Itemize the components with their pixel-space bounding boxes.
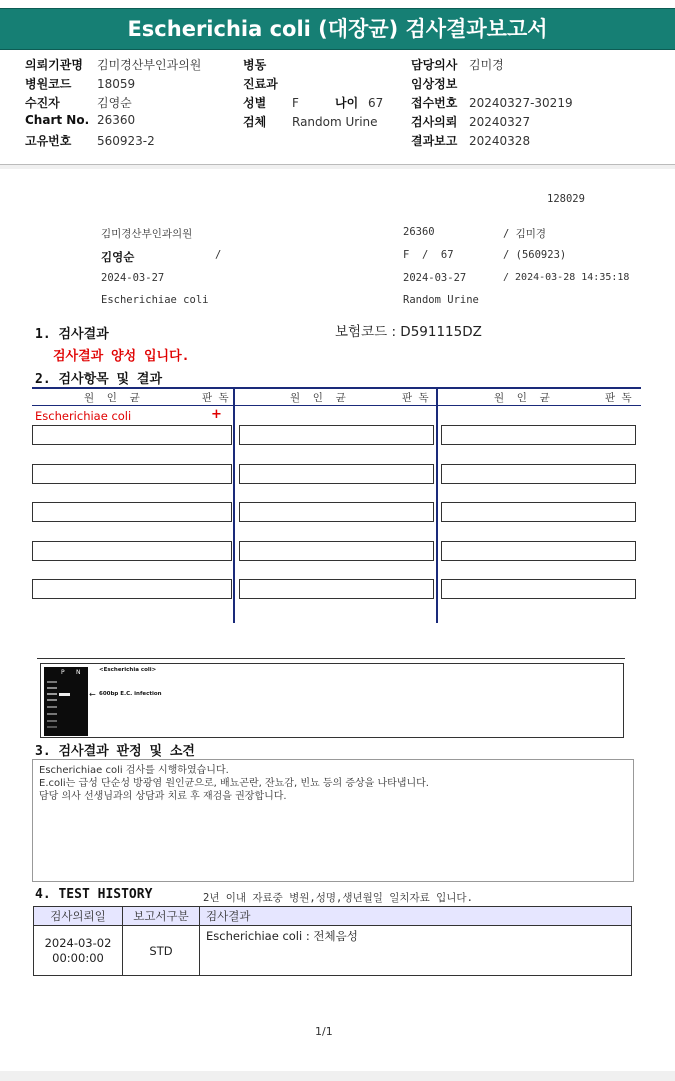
- result-cell: [32, 464, 232, 484]
- report-title: Escherichia coli (대장균) 검사결과보고서: [0, 8, 675, 50]
- ladder-band: [47, 706, 57, 708]
- unique-id-label: 고유번호: [25, 134, 72, 148]
- info-date2: 2024-03-27: [403, 272, 467, 284]
- gel-image-frame: [40, 663, 624, 738]
- history-col-type: 보고서구분: [123, 907, 200, 926]
- ladder-band: [47, 699, 57, 701]
- gel-lane-n: N: [76, 669, 81, 676]
- info-test: Escherichiae coli: [101, 294, 209, 306]
- receipt-no-label: 접수번호: [411, 96, 458, 110]
- findings-box: [32, 759, 634, 882]
- specimen-value: Random Urine: [292, 115, 378, 129]
- result-cell: [239, 541, 434, 561]
- info-doctor: / 김미경: [503, 228, 547, 240]
- result-cell: [441, 425, 636, 445]
- result-cell: [32, 579, 232, 599]
- ladder-band: [47, 726, 57, 728]
- col1-reading-header: 판 독: [202, 392, 229, 404]
- gel-lane-p: P: [61, 669, 65, 676]
- ladder-band: [47, 713, 57, 715]
- history-type: STD: [123, 926, 200, 976]
- age-value: 67: [368, 96, 384, 110]
- finding-line: E.coli는 급성 단순성 방광염 원인균으로, 배뇨곤란, 잔뇨감, 빈뇨 등의 증상을 나타냅니다.: [39, 778, 429, 789]
- doctor-value: 김미경: [469, 58, 504, 72]
- history-header-row: [34, 907, 632, 926]
- info-chart: 26360: [403, 226, 435, 238]
- patient-value: 김영순: [97, 96, 132, 110]
- patient-label: 수진자: [25, 96, 60, 110]
- gel-electrophoresis-image: [44, 667, 88, 736]
- result-cell: [441, 502, 636, 522]
- insurance-code: 보험코드 : D591115DZ: [335, 324, 482, 340]
- col1-organism-header: 원 인 균: [84, 392, 140, 404]
- history-date-cell: [34, 926, 123, 976]
- hospital-code-value: 18059: [97, 77, 136, 91]
- history-col-result: 검사결과: [200, 907, 632, 926]
- ward-label: 병동: [243, 58, 267, 72]
- chart-no-value: 26360: [97, 113, 136, 127]
- history-date: 2024-03-02: [44, 936, 112, 950]
- sex-value: F: [292, 96, 299, 110]
- bottom-band: [0, 1071, 675, 1081]
- receipt-no-value: 20240327-30219: [469, 96, 573, 110]
- hospital-value: 김미경산부인과의원: [97, 58, 202, 72]
- table-top-rule: [32, 387, 641, 389]
- history-time: 00:00:00: [52, 951, 104, 965]
- hospital-code-label: 병원코드: [25, 77, 72, 91]
- report-date-value: 20240328: [469, 134, 531, 148]
- request-date-value: 20240327: [469, 115, 531, 129]
- chart-no-label: Chart No.: [25, 113, 90, 127]
- section1-title: 1. 검사결과: [35, 327, 109, 342]
- unique-id-value: 560923-2: [97, 134, 155, 148]
- header-col3: [411, 56, 573, 151]
- header-col1: [25, 56, 201, 151]
- document-number: 128029: [547, 193, 585, 205]
- result-summary: 검사결과 양성 입니다.: [53, 349, 190, 364]
- gel-band-label: 600bp E.C. infection: [99, 691, 162, 697]
- results-table: [32, 387, 641, 623]
- result-cell: [239, 502, 434, 522]
- section3-title: 3. 검사결과 판정 및 소견: [35, 744, 195, 759]
- result-cell: [441, 541, 636, 561]
- table-col-divider-2: [436, 387, 438, 623]
- clinical-info-label: 임상정보: [411, 77, 458, 91]
- ladder-band: [47, 720, 57, 722]
- result-cell: [32, 425, 232, 445]
- specimen-label: 검체: [243, 115, 267, 129]
- info-slash: /: [215, 249, 222, 261]
- result-cell: [441, 579, 636, 599]
- doctor-label: 담당의사: [411, 58, 458, 72]
- info-datetime: / 2024-03-28 14:35:18: [503, 272, 630, 283]
- info-id: / (560923): [503, 249, 567, 261]
- organism-name: Escherichiae coli: [35, 409, 132, 423]
- positive-band: [59, 693, 70, 696]
- gel-top-rule: [37, 658, 625, 659]
- department-label: 진료과: [243, 77, 278, 91]
- history-note: 2년 이내 자료중 병원,성명,생년월일 일치자료 입니다.: [203, 892, 473, 904]
- gel-caption: <Escherichia coli>: [99, 667, 157, 673]
- finding-line: Escherichiae coli 검사를 시행하였습니다.: [39, 765, 229, 776]
- info-hospital: 김미경산부인과의원: [101, 228, 193, 240]
- result-cell: [239, 579, 434, 599]
- info-sex-age: F / 67: [403, 249, 454, 261]
- table-col-divider-1: [233, 387, 235, 623]
- table-row: [34, 926, 632, 976]
- age-label: 나이: [335, 96, 359, 110]
- page-number: 1/1: [315, 1025, 333, 1038]
- result-cell: [32, 502, 232, 522]
- ladder-band: [47, 687, 57, 689]
- organism-reading: +: [211, 407, 222, 422]
- history-table: [33, 906, 632, 976]
- report-date-label: 결과보고: [411, 134, 458, 148]
- hospital-label: 의뢰기관명: [25, 58, 83, 72]
- sex-label: 성별: [243, 96, 267, 110]
- col3-organism-header: 원 인 균: [494, 392, 550, 404]
- info-patient: 김영순: [101, 250, 135, 264]
- history-col-date: 검사의뢰일: [34, 907, 123, 926]
- col2-organism-header: 원 인 균: [290, 392, 346, 404]
- result-cell: [32, 541, 232, 561]
- header-col2: [243, 56, 383, 132]
- result-cell: [441, 464, 636, 484]
- col2-reading-header: 판 독: [402, 392, 429, 404]
- finding-line: 담당 의사 선생님과의 상담과 치료 후 재검을 권장합니다.: [39, 791, 287, 802]
- col3-reading-header: 판 독: [605, 392, 632, 404]
- ladder-band: [47, 681, 57, 683]
- gel-arrow: ←: [89, 690, 96, 699]
- result-cell: [239, 425, 434, 445]
- table-header-rule: [32, 405, 641, 406]
- section4-title: 4. TEST HISTORY: [35, 887, 153, 902]
- ladder-band: [47, 693, 57, 695]
- info-specimen: Random Urine: [403, 294, 479, 306]
- result-cell: [239, 464, 434, 484]
- request-date-label: 검사의뢰: [411, 115, 458, 129]
- section2-title: 2. 검사항목 및 결과: [35, 372, 163, 387]
- history-result: Escherichiae coli : 전체음성: [200, 926, 632, 976]
- header-divider-shadow: [0, 165, 675, 169]
- info-date1: 2024-03-27: [101, 272, 165, 284]
